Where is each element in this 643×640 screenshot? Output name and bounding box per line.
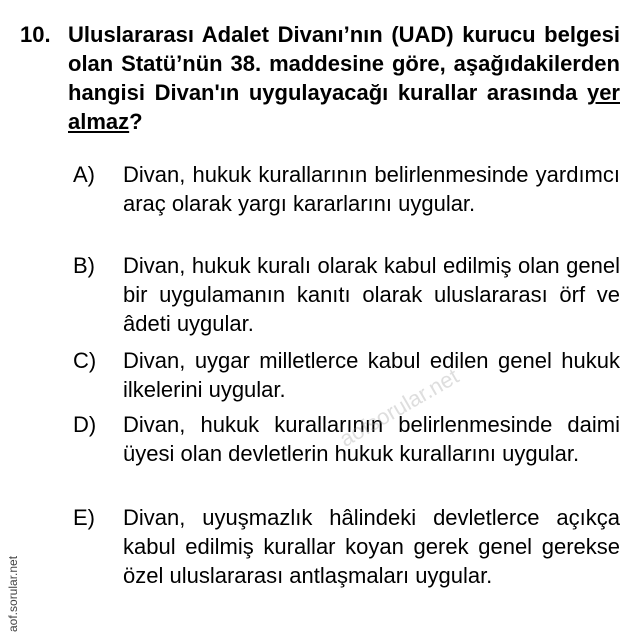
- option-text: Divan, hukuk kurallarının belirlenmesinde yardımcı araç olarak yargı kararlarını uygular.: [123, 162, 620, 216]
- question-stem-end: ?: [129, 109, 143, 134]
- option-text: Divan, hukuk kurallarının belirlenmesinde daimi üyesi olan devletlerin hukuk kurallarını uygular.: [123, 412, 620, 466]
- option-text: Divan, uyuşmazlık hâlindeki devletlerce açıkça kabul edilmiş kurallar koyan gerek genel gerekse özel uluslararası antlaşmaları uygular.: [123, 505, 620, 588]
- question-stem-underlined-yer: yer: [586, 80, 620, 105]
- question-stem-underlined-almaz: almaz: [68, 109, 130, 134]
- option-letter: C): [73, 348, 97, 373]
- question-number: 10.: [20, 22, 51, 47]
- option-letter: E): [73, 505, 95, 530]
- option-letter: B): [73, 253, 95, 278]
- option-letter: D): [73, 412, 97, 437]
- question-stem: [68, 20, 620, 136]
- option-letter: A): [73, 162, 95, 187]
- question-stem-text: Uluslararası Adalet Divanı’nın (UAD) kurucu belgesi olan Statü’nün 38. maddesine göre, aşağıdakilerden hangisi Divan'ın uygulayacağı kurallar arasında: [68, 22, 620, 105]
- option-text: Divan, uygar milletlerce kabul edilen genel hukuk ilkelerini uygular.: [123, 348, 620, 402]
- option-text: Divan, hukuk kuralı olarak kabul edilmiş olan genel bir uygulamanın kanıtı olarak uluslararası örf ve âdeti uygular.: [123, 253, 620, 336]
- watermark-side: aof.sorular.net: [6, 555, 20, 632]
- watermark-diagonal: aofsorular.net: [335, 363, 463, 452]
